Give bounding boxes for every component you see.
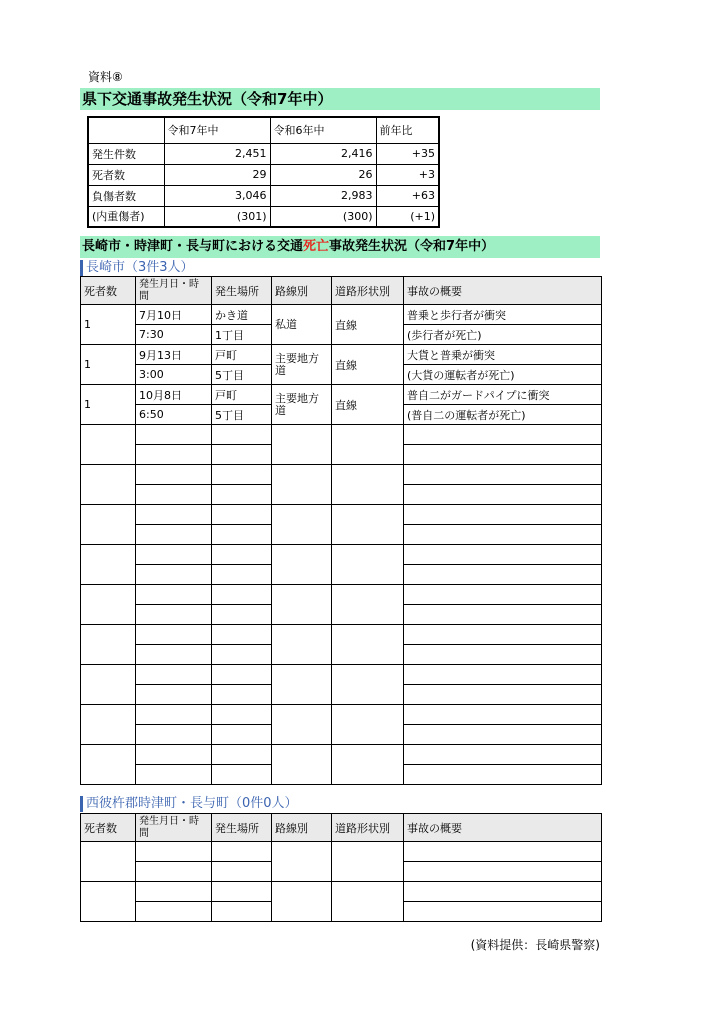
accident-header-cell: 死者数 xyxy=(81,814,136,842)
accident-row xyxy=(81,345,602,365)
accident-header-row xyxy=(81,277,602,305)
empty-cell xyxy=(272,665,332,705)
empty-cell xyxy=(404,625,602,645)
empty-cell xyxy=(272,465,332,505)
empty-cell xyxy=(404,545,602,565)
nagasaki-accident-table xyxy=(80,276,602,785)
summary-table xyxy=(87,116,440,228)
summary-value: +63 xyxy=(376,185,439,206)
empty-cell xyxy=(136,585,212,605)
accident-date-cell: 9月13日 xyxy=(136,345,212,365)
empty-cell xyxy=(404,745,602,765)
empty-cell xyxy=(136,745,212,765)
accident-row xyxy=(81,545,602,565)
accident-row xyxy=(81,385,602,405)
accident-time-cell: 6:50 xyxy=(136,405,212,425)
empty-cell xyxy=(332,665,404,705)
empty-cell xyxy=(136,625,212,645)
summary-value: 2,451 xyxy=(164,143,270,164)
accident-place-cell: かき道 xyxy=(212,305,272,325)
accident-time-cell: 3:00 xyxy=(136,365,212,385)
accident-place-cell: 1丁目 xyxy=(212,325,272,345)
empty-cell xyxy=(136,665,212,685)
empty-cell xyxy=(136,545,212,565)
empty-cell xyxy=(81,585,136,625)
empty-cell xyxy=(272,625,332,665)
empty-cell xyxy=(212,485,272,505)
empty-cell xyxy=(81,842,136,882)
accident-header-cell: 路線別 xyxy=(272,814,332,842)
accident-row xyxy=(81,425,602,445)
accident-summary-cell: 普自二がガードパイプに衝突 xyxy=(404,385,602,405)
accident-header-row xyxy=(81,814,602,842)
accident-summary-cell: (歩行者が死亡) xyxy=(404,325,602,345)
accident-row xyxy=(81,882,602,902)
summary-row xyxy=(88,164,439,185)
empty-cell xyxy=(81,465,136,505)
empty-cell xyxy=(404,425,602,445)
empty-cell xyxy=(404,725,602,745)
empty-cell xyxy=(212,645,272,665)
empty-cell xyxy=(136,485,212,505)
summary-row-label: (内重傷者) xyxy=(88,206,164,227)
accident-header-cell: 死者数 xyxy=(81,277,136,305)
accident-header-cell: 事故の概要 xyxy=(404,814,602,842)
empty-cell xyxy=(136,882,212,902)
empty-cell xyxy=(404,525,602,545)
empty-cell xyxy=(332,842,404,882)
empty-cell xyxy=(212,842,272,862)
summary-header-cell: 令和7年中 xyxy=(164,117,270,143)
empty-cell xyxy=(272,745,332,785)
empty-cell xyxy=(212,605,272,625)
empty-cell xyxy=(212,505,272,525)
empty-cell xyxy=(136,862,212,882)
summary-value: +3 xyxy=(376,164,439,185)
accident-place-cell: 戸町 xyxy=(212,345,272,365)
empty-cell xyxy=(212,765,272,785)
empty-cell xyxy=(212,745,272,765)
summary-row xyxy=(88,185,439,206)
empty-cell xyxy=(136,425,212,445)
accident-date-cell: 7月10日 xyxy=(136,305,212,325)
summary-value: (300) xyxy=(270,206,376,227)
empty-cell xyxy=(136,645,212,665)
empty-cell xyxy=(332,882,404,922)
empty-cell xyxy=(136,705,212,725)
empty-cell xyxy=(81,882,136,922)
empty-cell xyxy=(212,465,272,485)
summary-header-cell: 前年比 xyxy=(376,117,439,143)
empty-cell xyxy=(404,465,602,485)
empty-cell xyxy=(332,425,404,465)
empty-cell xyxy=(272,705,332,745)
empty-cell xyxy=(404,645,602,665)
accident-place-cell: 5丁目 xyxy=(212,405,272,425)
accident-header-cell: 発生月日・時間 xyxy=(136,814,212,842)
empty-cell xyxy=(332,505,404,545)
summary-value: 29 xyxy=(164,164,270,185)
empty-cell xyxy=(136,842,212,862)
empty-cell xyxy=(136,565,212,585)
empty-cell xyxy=(212,585,272,605)
accident-row xyxy=(81,842,602,862)
empty-cell xyxy=(272,882,332,922)
empty-cell xyxy=(136,465,212,485)
empty-cell xyxy=(136,685,212,705)
summary-row-label: 負傷者数 xyxy=(88,185,164,206)
accident-header-cell: 道路形状別 xyxy=(332,814,404,842)
empty-cell xyxy=(212,685,272,705)
empty-cell xyxy=(212,705,272,725)
accident-row xyxy=(81,745,602,765)
summary-value: (301) xyxy=(164,206,270,227)
accident-header-cell: 路線別 xyxy=(272,277,332,305)
accident-header-cell: 道路形状別 xyxy=(332,277,404,305)
empty-cell xyxy=(212,425,272,445)
empty-cell xyxy=(136,525,212,545)
empty-cell xyxy=(136,505,212,525)
accident-header-cell: 発生場所 xyxy=(212,814,272,842)
route-type-cell: 私道 xyxy=(272,305,332,345)
summary-value: +35 xyxy=(376,143,439,164)
accident-row xyxy=(81,465,602,485)
death-count-cell: 1 xyxy=(81,305,136,345)
accident-header-cell: 発生月日・時間 xyxy=(136,277,212,305)
accident-header-cell: 事故の概要 xyxy=(404,277,602,305)
summary-value: 26 xyxy=(270,164,376,185)
nishisonogi-accident-table xyxy=(80,813,602,922)
road-shape-cell: 直線 xyxy=(332,385,404,425)
empty-cell xyxy=(272,425,332,465)
empty-cell xyxy=(212,902,272,922)
sub-title-highlight: 死亡 xyxy=(303,239,330,254)
empty-cell xyxy=(332,465,404,505)
road-shape-cell: 直線 xyxy=(332,345,404,385)
empty-cell xyxy=(404,485,602,505)
empty-cell xyxy=(404,585,602,605)
empty-cell xyxy=(212,565,272,585)
empty-cell xyxy=(212,862,272,882)
document-label: 資料⑧ xyxy=(88,70,123,84)
summary-row-label: 死者数 xyxy=(88,164,164,185)
empty-cell xyxy=(404,665,602,685)
nagasaki-heading: 長崎市（3件3人） xyxy=(80,260,600,276)
empty-cell xyxy=(404,765,602,785)
accident-date-cell: 10月8日 xyxy=(136,385,212,405)
empty-cell xyxy=(404,565,602,585)
accident-summary-cell: (大貨の運転者が死亡) xyxy=(404,365,602,385)
empty-cell xyxy=(332,705,404,745)
empty-cell xyxy=(81,745,136,785)
summary-row xyxy=(88,143,439,164)
empty-cell xyxy=(81,665,136,705)
summary-value: (+1) xyxy=(376,206,439,227)
summary-value: 3,046 xyxy=(164,185,270,206)
death-count-cell: 1 xyxy=(81,385,136,425)
empty-cell xyxy=(404,445,602,465)
empty-cell xyxy=(404,605,602,625)
accident-summary-cell: (普自二の運転者が死亡) xyxy=(404,405,602,425)
empty-cell xyxy=(332,585,404,625)
summary-header-row xyxy=(88,117,439,143)
accident-row xyxy=(81,305,602,325)
summary-value: 2,416 xyxy=(270,143,376,164)
empty-cell xyxy=(81,545,136,585)
empty-cell xyxy=(404,685,602,705)
route-type-cell: 主要地方道 xyxy=(272,385,332,425)
empty-cell xyxy=(212,525,272,545)
summary-row-label: 発生件数 xyxy=(88,143,164,164)
empty-cell xyxy=(332,625,404,665)
empty-cell xyxy=(136,902,212,922)
summary-header-cell xyxy=(88,117,164,143)
empty-cell xyxy=(212,445,272,465)
empty-cell xyxy=(404,842,602,862)
empty-cell xyxy=(404,882,602,902)
summary-row xyxy=(88,206,439,227)
empty-cell xyxy=(404,705,602,725)
empty-cell xyxy=(81,625,136,665)
summary-header-cell: 令和6年中 xyxy=(270,117,376,143)
accident-row xyxy=(81,705,602,725)
empty-cell xyxy=(81,705,136,745)
empty-cell xyxy=(332,545,404,585)
empty-cell xyxy=(212,725,272,745)
accident-row xyxy=(81,585,602,605)
accident-place-cell: 戸町 xyxy=(212,385,272,405)
sub-title-pre: 長崎市・時津町・長与町における交通 xyxy=(82,239,304,254)
accident-summary-cell: 普乗と歩行者が衝突 xyxy=(404,305,602,325)
empty-cell xyxy=(212,882,272,902)
credit-note: (資料提供：長崎県警察) xyxy=(470,938,600,952)
empty-cell xyxy=(332,745,404,785)
empty-cell xyxy=(136,765,212,785)
sub-title-post: 事故発生状況（令和7年中） xyxy=(329,239,495,254)
death-count-cell: 1 xyxy=(81,345,136,385)
main-title: 県下交通事故発生状況（令和7年中） xyxy=(80,88,600,110)
accident-row xyxy=(81,665,602,685)
empty-cell xyxy=(272,585,332,625)
sub-title xyxy=(80,236,600,258)
empty-cell xyxy=(212,625,272,645)
accident-summary-cell: 大貨と普乗が衝突 xyxy=(404,345,602,365)
empty-cell xyxy=(404,902,602,922)
empty-cell xyxy=(404,862,602,882)
accident-place-cell: 5丁目 xyxy=(212,365,272,385)
empty-cell xyxy=(136,445,212,465)
accident-header-cell: 発生場所 xyxy=(212,277,272,305)
empty-cell xyxy=(212,665,272,685)
empty-cell xyxy=(272,545,332,585)
empty-cell xyxy=(272,842,332,882)
empty-cell xyxy=(81,505,136,545)
accident-time-cell: 7:30 xyxy=(136,325,212,345)
accident-row xyxy=(81,625,602,645)
empty-cell xyxy=(81,425,136,465)
empty-cell xyxy=(272,505,332,545)
route-type-cell: 主要地方道 xyxy=(272,345,332,385)
accident-row xyxy=(81,505,602,525)
nishisonogi-heading: 西彼杵郡時津町・長与町（0件0人） xyxy=(80,796,600,812)
empty-cell xyxy=(212,545,272,565)
empty-cell xyxy=(136,605,212,625)
summary-value: 2,983 xyxy=(270,185,376,206)
empty-cell xyxy=(404,505,602,525)
road-shape-cell: 直線 xyxy=(332,305,404,345)
empty-cell xyxy=(136,725,212,745)
